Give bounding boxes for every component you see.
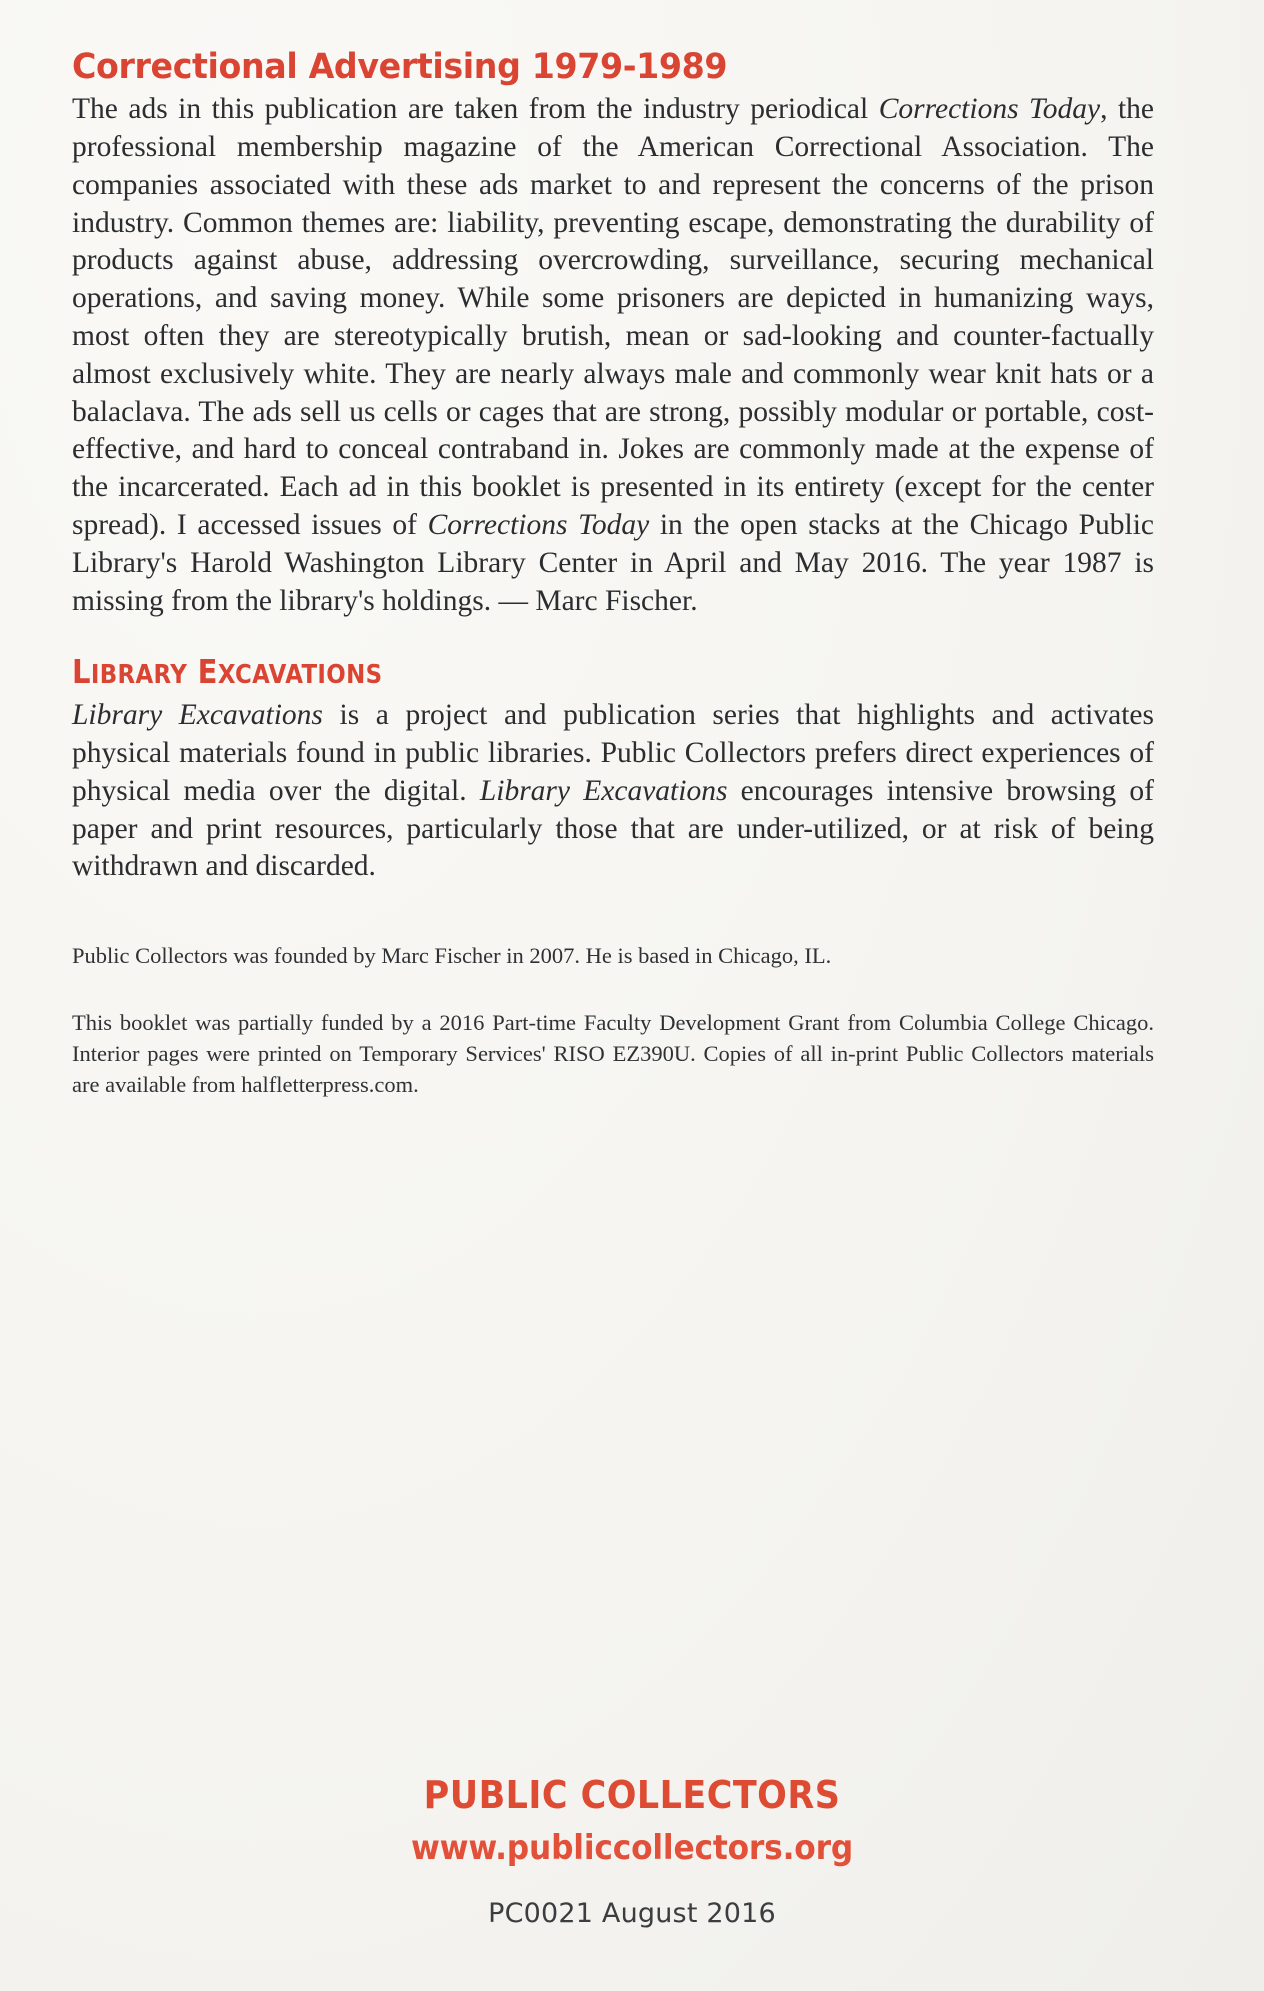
heading-word-excavations-rest: XCAVATIONS [217,660,383,691]
organization-website-link[interactable]: www.publiccollectors.org [410,1828,854,1869]
catalog-number: PC0021 August 2016 [488,1898,776,1929]
paragraph-library-excavations [72,697,1154,886]
heading-word-excavations-initial: E [197,652,218,692]
italic-title-library-excavations: Library Excavations [479,774,728,807]
italic-title-corrections-today: Corrections Today [878,93,1101,126]
paragraph-text-segment: in the open stacks at the Chicago Public Library's Harold Washington Library Center in April and May 2016. The year 1987 is missing from the library's holdings. — Marc Fischer. [72,508,1155,617]
heading-word-library-initial: L [72,652,91,692]
paragraph-text-segment: , the professional membership magazine of the American Correctional Association. The companies associated with these ads market to and represent the concerns of the prison industry. Common themes are: liability, preventing escape, demonstrating the durability of products against abuse, addressing overcrowding, surveillance, securing mechanical operations, and saving money. While some prisoners are depicted in humanizing ways, most often they are stereotypically brutish, mean or sad-looking and counter-factually almost exclusively white. They are nearly always male and commonly wear knit hats or a balaclava. The ads sell us cells or cages that are strong, possibly modular or portable, cost-effective, and hard to conceal contraband in. Jokes are commonly made at the expense of the incarcerated. Each ad in this booklet is presented in its entirety (except for the center spread). I accessed issues of [72,93,1154,541]
italic-title-library-excavations: Library Excavations [72,699,323,732]
fine-print-funding-note: This booklet was partially funded by a 2016 Part-time Faculty Development Grant from Columbia College Chicago. Interior pages were printed on Temporary Services' RISO EZ390U. Copies of all in-print Public Collectors materials are available from halfletterpress.com. [72,1010,1154,1098]
page-title-library-excavations [72,654,1024,691]
italic-title-corrections-today: Corrections Today [427,508,650,541]
paragraph-text-segment: The ads in this publication are taken from the industry periodical [72,93,879,126]
paragraph-text-segment: is a project and publication series that highlights and activates physical materials found in public libraries. Public Collectors prefers direct experiences of physical media over the digital. [72,699,1154,807]
organization-name: PUBLIC COLLECTORS [423,1772,841,1817]
paragraph-text-segment: encourages intensive browsing of paper and print resources, particularly those that are under-utilized, or at risk of being withdrawn and discarded. [72,774,1154,883]
page-title-correctional-advertising: Correctional Advertising 1979-1989 [72,47,728,87]
paragraph-correctional-advertising [72,91,1154,620]
page-footer [0,1773,1264,1929]
heading-word-library-rest: IBRARY [90,660,188,691]
fine-print-founding-note: Public Collectors was founded by Marc Fischer in 2007. He is based in Chicago, IL. [72,943,832,969]
